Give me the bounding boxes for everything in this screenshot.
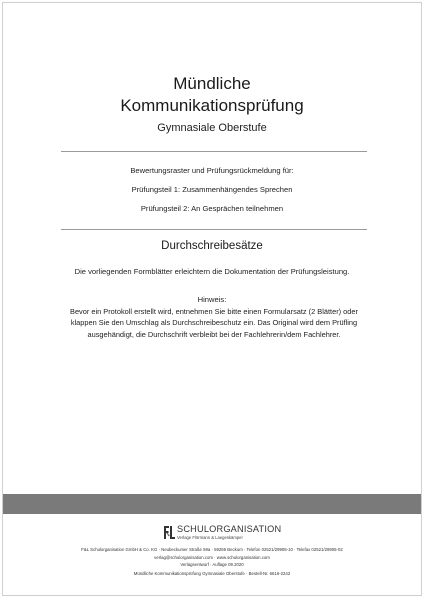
- divider-middle: [61, 229, 367, 230]
- title-line-1: Mündliche: [173, 74, 251, 93]
- logo-name: SCHULORGANISATION: [177, 524, 282, 534]
- divider-top: [61, 151, 367, 152]
- footer-order-number: Mündliche Kommunikationsprüfung Gymnasiale Oberstufe · Bestell-Nr. 6616-2242: [133, 571, 291, 576]
- footer-edition: Verlagsentwurf · Auflage 09.2020: [180, 562, 244, 567]
- section-heading: Durchschreibesätze: [161, 240, 263, 252]
- footer-address: F&L Schulorganisation GmbH & Co. KG · Neubeckumer Straße 59a · 59269 Beckum · Telefon 02521/29905-10 · Telefax 02521/29905-02: [81, 547, 343, 552]
- footer-band: [3, 494, 421, 514]
- fl-logo-icon: [163, 525, 176, 540]
- intro-text: Bewertungsraster und Prüfungsrückmeldung für:: [130, 166, 294, 175]
- exam-part-2: Prüfungsteil 2: An Gesprächen teilnehmen: [140, 204, 284, 213]
- section-text: Die vorliegenden Formblätter erleichtern die Dokumentation der Prüfungsleistung.: [74, 267, 350, 276]
- title-line-2: Kommunikationsprüfung: [120, 96, 304, 115]
- publisher-logo: [163, 523, 281, 541]
- hint-text: Bevor ein Protokoll erstellt wird, entnehmen Sie bitte einen Formularsatz (2 Blätter) oder klappen Sie den Umschlag als Durchschreibeschutz ein. Das Original wird dem Prüfling ausgehändigt, die Durchschrift verbleibt bei der Fachlehrerin/dem Fachlehrer.: [70, 307, 358, 339]
- logo-tagline: Verlage Flörmann & Laegeskämper: [177, 535, 243, 540]
- footer-contact: verlag@schulorganisation.com · www.schulorganisation.com: [154, 555, 270, 560]
- subtitle: Gymnasiale Oberstufe: [157, 122, 267, 134]
- document-page: [2, 2, 422, 596]
- hint-label: Hinweis:: [197, 295, 227, 304]
- exam-part-1: Prüfungsteil 1: Zusammenhängendes Sprechen: [131, 185, 293, 194]
